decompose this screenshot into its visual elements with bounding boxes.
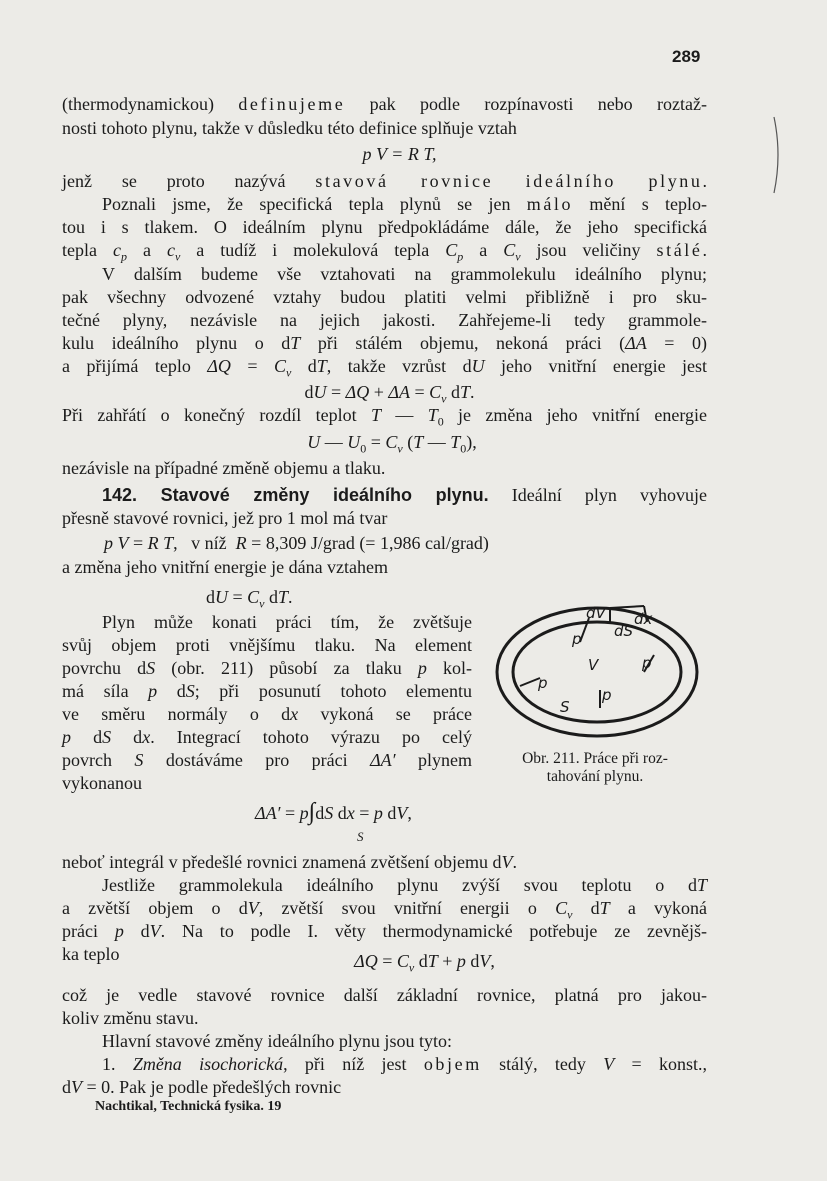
text-line: práci p dV. Na to podle I. věty thermodynamické potřebuje ze zevnějš- — [62, 921, 708, 941]
text-line: vykonanou — [62, 773, 142, 793]
text-line: ka teplo — [62, 944, 120, 964]
p-right-label: p — [642, 654, 652, 672]
text-line: povrch S dostáváme pro práci ΔA′ plynem — [62, 750, 472, 770]
text-line: p dS dx. Integrací tohoto výrazu po celý — [62, 727, 473, 747]
text-line: koliv změnu stavu. — [62, 1008, 199, 1028]
equation: dU = $\Delta Q + \Delta A = C_v$ dT. — [304, 382, 475, 406]
text-line: tepla $c_p$ a $c_v$ a tudíž i molekulová tepla $C_p$ a $C_v$ jsou veličiny stálé. — [62, 240, 707, 264]
page-footer: Nachtikal, Technická fysika. 19 — [95, 1099, 282, 1114]
equation: ΔA′ = p∫dS dx = p dV, — [255, 799, 412, 825]
text-line: 1. Změna isochorická, při níž jest objem stálý, tedy V = konst., — [102, 1054, 707, 1074]
figure-caption: tahování plynu. — [546, 768, 644, 785]
p-left-label: p — [538, 674, 548, 692]
text-line: přesně stavové rovnici, jež pro 1 mol má tvar — [62, 508, 388, 528]
page-number: 289 — [672, 47, 701, 66]
text-line: nosti tohoto plynu, takže v důsledku této definice splňuje vztah — [62, 118, 517, 138]
text-line: Jestliže grammolekula ideálního plynu zvýší svou teplotu o dT — [102, 875, 707, 895]
text-line: pak všechny odvozené vztahy budou platiti velmi přibližně i pro sku- — [62, 287, 707, 307]
text-line: jenž se proto nazývá stavová rovnice ideálního plynu. — [62, 171, 707, 191]
section-heading-line: 142. Stavové změny ideálního plynu. Ideální plyn vyhovuje — [102, 485, 708, 505]
text-line: dV = 0. Pak je podle předešlých rovnic — [62, 1077, 342, 1097]
dx-label: dx — [634, 610, 653, 628]
text-line: svůj objem proti vnějšímu tlaku. Na element — [62, 635, 472, 655]
figure-211-diagram — [494, 600, 704, 740]
text-line: ve směru normály o dx vykoná se práce — [62, 704, 472, 724]
text-line: kulu ideálního plynu o dT při stálém objemu, nekoná práci (ΔA = 0) — [62, 333, 708, 353]
text-line: (thermodynamickou) definujeme pak podle rozpínavosti nebo roztaž- — [62, 94, 707, 114]
equation: $\Delta Q = C_v$ dT + p dV, — [354, 951, 495, 975]
equation: p V = R T, — [362, 144, 437, 164]
text-line: Poznali jsme, že specifická tepla plynů se jen málo mění s teplo- — [102, 194, 707, 214]
text-line: a zvětší objem o dV, zvětší svou vnitřní energii o $C_v$ dT a vykoná — [62, 898, 707, 922]
equation: U — $U_0 = C_v$ (T — $T_0$), — [307, 432, 477, 456]
equation: dU = $C_v$ dT. — [206, 587, 293, 611]
integral-subscript: S — [357, 829, 364, 844]
margin-bracket — [772, 115, 784, 195]
text-line: Hlavní stavové změny ideálního plynu jsou tyto: — [102, 1031, 452, 1051]
text-line: nezávisle na případné změně objemu a tlaku. — [62, 458, 386, 478]
p-top-label: p — [572, 630, 582, 648]
text-line: Plyn může konati práci tím, že zvětšuje — [102, 612, 472, 632]
text-line: Při zahřátí o konečný rozdíl teplot T — $T_0$ je změna jeho vnitřní energie — [62, 405, 707, 429]
text-line: což je vedle stavové rovnice další základní rovnice, platná pro jakou- — [62, 985, 707, 1005]
text-line: má síla p dS; při posunutí tohoto elementu — [62, 681, 472, 701]
text-line: tou i s tlakem. O ideálním plynu předpokládáme dále, že jeho specifická — [62, 217, 707, 237]
figure-caption: Obr. 211. Práce při roz- — [522, 750, 668, 767]
text-line: a změna jeho vnitřní energie je dána vztahem — [62, 557, 389, 577]
dS-label: dS — [614, 622, 634, 640]
S-label: S — [560, 698, 570, 716]
p-bottom-label: p — [602, 686, 612, 704]
text-line: V dalším budeme vše vztahovati na grammolekulu ideálního plynu; — [102, 264, 707, 284]
text-line: a přijímá teplo $\Delta Q = C_v$ dT, takže vzrůst dU jeho vnitřní energie jest — [62, 356, 708, 380]
text-line: povrchu dS (obr. 211) působí za tlaku p kol- — [62, 658, 473, 678]
V-label: V — [588, 656, 599, 674]
dV-label: dV — [586, 604, 606, 622]
text-line: tečné plyny, nezávisle na jejich jakosti. Zahřejeme-li tedy grammole- — [62, 310, 707, 330]
text-line: neboť integrál v předešlé rovnici znamená zvětšení objemu dV. — [62, 852, 518, 872]
equation: p V = R T, v níž R = 8,309 J/grad (= 1,986 cal/grad) — [104, 533, 489, 553]
